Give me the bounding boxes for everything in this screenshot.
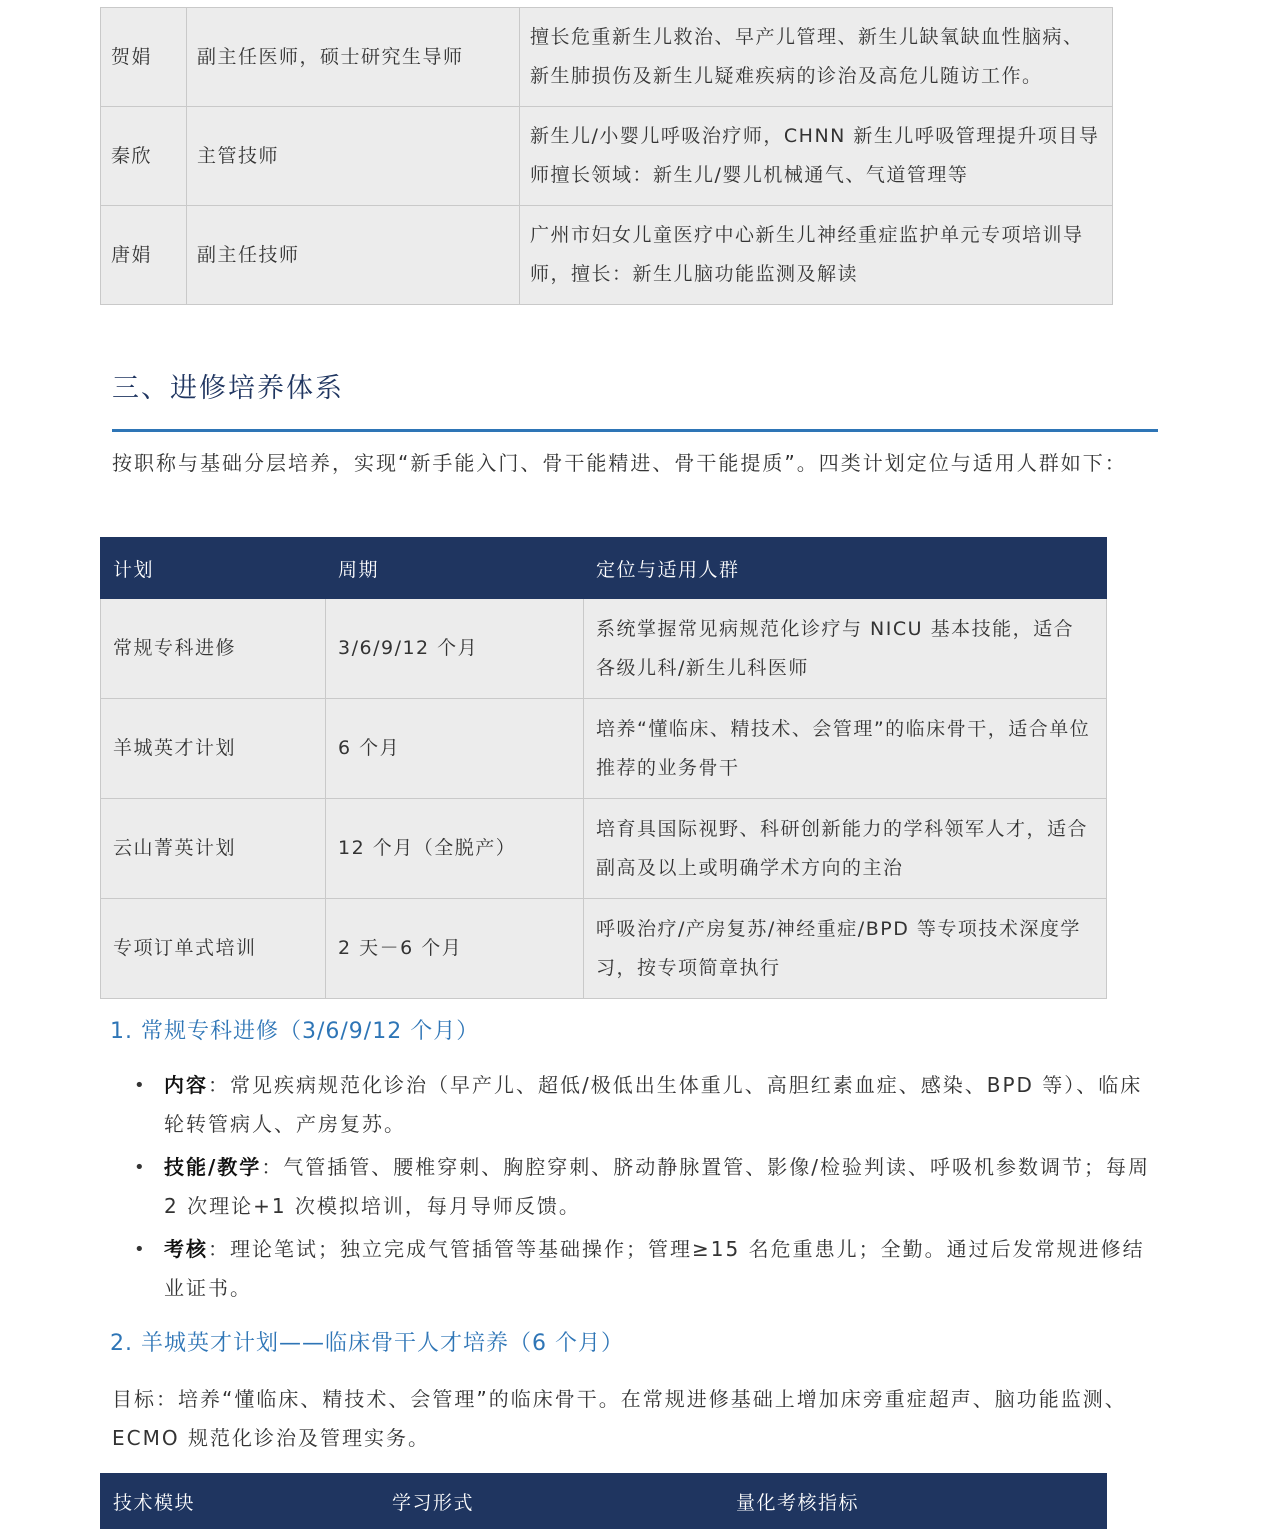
faculty-title: 副主任技师 xyxy=(187,206,520,305)
bullet-icon: • xyxy=(134,1075,147,1096)
item-label: 内容 xyxy=(164,1073,208,1097)
plan-description: 培养“懂临床、精技术、会管理”的临床骨干，适合单位推荐的业务骨干 xyxy=(584,699,1107,799)
plan-name: 专项订单式培训 xyxy=(101,899,326,999)
item-label: 技能/教学 xyxy=(164,1155,262,1179)
table-row xyxy=(101,599,1107,699)
list-item xyxy=(112,1230,1162,1308)
table-header-row xyxy=(101,1474,1107,1529)
faculty-title: 主管技师 xyxy=(187,107,520,206)
table-row xyxy=(101,107,1113,206)
faculty-table xyxy=(100,7,1113,305)
bullet-icon: • xyxy=(134,1157,147,1178)
plans-table xyxy=(100,537,1107,999)
item-text: ：常见疾病规范化诊治（早产儿、超低/极低出生体重儿、高胆红素血症、感染、BPD 等）、临床轮转管病人、产房复苏。 xyxy=(164,1073,1143,1136)
plan-description: 培育具国际视野、科研创新能力的学科领军人才，适合副高及以上或明确学术方向的主治 xyxy=(584,799,1107,899)
faculty-name: 秦欣 xyxy=(101,107,187,206)
modules-table xyxy=(100,1473,1107,1529)
faculty-expertise: 新生儿/小婴儿呼吸治疗师，CHNN 新生儿呼吸管理提升项目导师擅长领域：新生儿/婴儿机械通气、气道管理等 xyxy=(520,107,1113,206)
table-row xyxy=(101,899,1107,999)
plan-period: 3/6/9/12 个月 xyxy=(326,599,584,699)
column-header: 周期 xyxy=(326,538,584,599)
section-intro: 按职称与基础分层培养，实现“新手能入门、骨干能精进、骨干能提质”。四类计划定位与适用人群如下： xyxy=(112,451,1127,475)
subsection-title-regular: 1. 常规专科进修（3/6/9/12 个月） xyxy=(110,1019,480,1044)
plan-period: 2 天－6 个月 xyxy=(326,899,584,999)
plan-name: 常规专科进修 xyxy=(101,599,326,699)
table-row xyxy=(101,8,1113,107)
section-divider xyxy=(112,429,1158,432)
list-item xyxy=(112,1148,1162,1226)
faculty-name: 唐娟 xyxy=(101,206,187,305)
plan-description: 系统掌握常见病规范化诊疗与 NICU 基本技能，适合各级儿科/新生儿科医师 xyxy=(584,599,1107,699)
table-row xyxy=(101,206,1113,305)
faculty-name: 贺娟 xyxy=(101,8,187,107)
plan-description: 呼吸治疗/产房复苏/神经重症/BPD 等专项技术深度学习，按专项简章执行 xyxy=(584,899,1107,999)
subsection-title-yangcheng: 2. 羊城英才计划——临床骨干人才培养（6 个月） xyxy=(110,1331,624,1356)
column-header: 技术模块 xyxy=(101,1474,380,1529)
plan-name: 云山菁英计划 xyxy=(101,799,326,899)
plan-period: 12 个月（全脱产） xyxy=(326,799,584,899)
column-header: 计划 xyxy=(101,538,326,599)
item-text: ：理论笔试；独立完成气管插管等基础操作；管理≥15 名危重患儿；全勤。通过后发常规进修结业证书。 xyxy=(164,1237,1145,1300)
yangcheng-goal: 目标：培养“懂临床、精技术、会管理”的临床骨干。在常规进修基础上增加床旁重症超声、脑功能监测、ECMO 规范化诊治及管理实务。 xyxy=(112,1387,1127,1450)
item-text: ：气管插管、腰椎穿刺、胸腔穿刺、脐动静脉置管、影像/检验判读、呼吸机参数调节；每周 2 次理论+1 次模拟培训，每月导师反馈。 xyxy=(164,1155,1151,1218)
table-row xyxy=(101,799,1107,899)
section-title: 三、进修培养体系 xyxy=(112,373,344,404)
column-header: 量化考核指标 xyxy=(724,1474,1107,1529)
faculty-expertise: 广州市妇女儿童医疗中心新生儿神经重症监护单元专项培训导师，擅长：新生儿脑功能监测及解读 xyxy=(520,206,1113,305)
regular-program-list xyxy=(112,1066,1162,1312)
column-header: 学习形式 xyxy=(380,1474,724,1529)
plan-period: 6 个月 xyxy=(326,699,584,799)
plan-name: 羊城英才计划 xyxy=(101,699,326,799)
table-header-row xyxy=(101,538,1107,599)
table-row xyxy=(101,699,1107,799)
list-item xyxy=(112,1066,1162,1144)
bullet-icon: • xyxy=(134,1239,147,1260)
faculty-title: 副主任医师，硕士研究生导师 xyxy=(187,8,520,107)
item-label: 考核 xyxy=(164,1237,208,1261)
column-header: 定位与适用人群 xyxy=(584,538,1107,599)
faculty-expertise: 擅长危重新生儿救治、早产儿管理、新生儿缺氧缺血性脑病、新生肺损伤及新生儿疑难疾病的诊治及高危儿随访工作。 xyxy=(520,8,1113,107)
